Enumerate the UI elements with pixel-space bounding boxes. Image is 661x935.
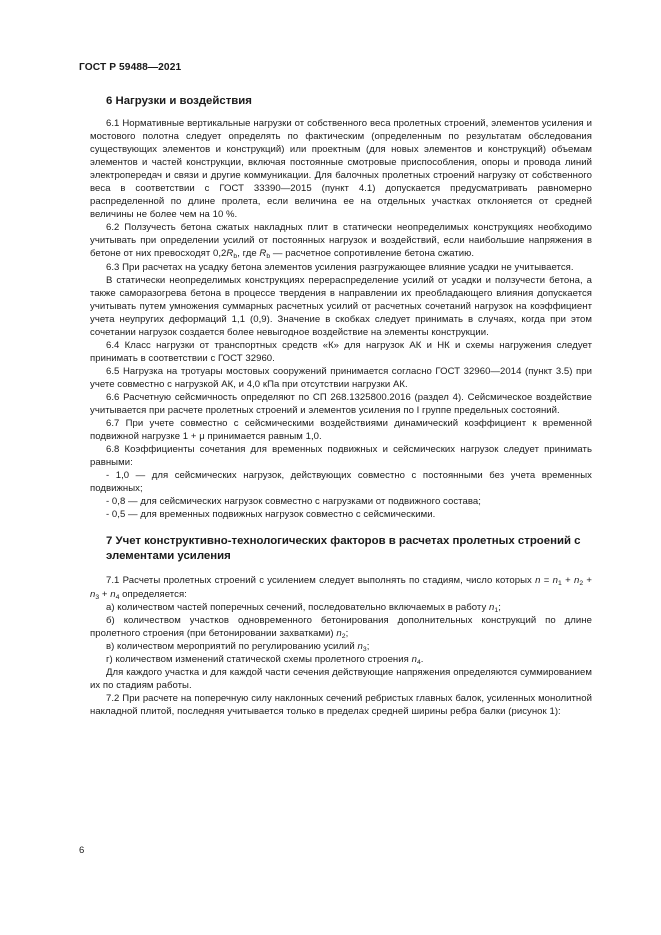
paragraph-6-2: 6.2 Ползучесть бетона сжатых накладных плит в статически неопределимых конструкциях необходимо учитывать при определении усилий от постоянных нагрузок и воздействий, если наибольшие напряжения в бетоне от них превосходят $0,2R_b$, где $R_b$ — расчетное сопротивление бетона сжатию. bbox=[90, 222, 592, 261]
paragraph-6-8: 6.8 Коэффициенты сочетания для временных подвижных и сейсмических нагрузок следует принимать равными: bbox=[90, 444, 592, 469]
list-item: а) количеством частей поперечных сечений, последовательно включаемых в работу $n_1$; bbox=[106, 601, 501, 614]
list-item: б) количеством участков одновременного бетонирования дополнительных конструкций по длине пролетного строения (при бетонировании захватками) $n_2$; bbox=[90, 614, 592, 640]
paragraph-6-5: 6.5 Нагрузка на тротуары мостовых сооружений принимается согласно ГОСТ 32960—2014 (пункт 3.5) при учете совместно с нагрузкой АК, и 4,0 кПа при отсутствии нагрузки АК. bbox=[90, 365, 592, 390]
section-7-title: 7 Учет конструктивно-технологических факторов в расчетах пролетных строений с элементами усиления bbox=[106, 535, 581, 563]
paragraph-6-1: 6.1 Нормативные вертикальные нагрузки от собственного веса пролетных строений, элементов усиления и мостового полотна следует определять по фактическим (определенным по результатам обследования существующих элементов и конструкций) или проектным (для новых элементов и конструкций) объемам элементов и частей конструкции, включая постоянные смотровые приспособления, опоры и провода линий электропередач и связи и другие коммуникации. Для балочных пролетных строений нагрузку от собственного веса в соответствии с ГОСТ 33390—2015 (пункт 4.1) допускается предусматривать равномерно распределенной по длине пролета, если величина ее на отдельных участках отклоняется от средней величины не более чем на 10 %. bbox=[90, 118, 592, 221]
list-item: в) количеством мероприятий по регулированию усилий $n_3$; bbox=[106, 640, 370, 653]
paragraph-7-2: 7.2 При расчете на поперечную силу наклонных сечений ребристых главных балок, усиленных монолитной накладной плитой, последняя учитывается только в пределах средней ширины ребра балки (рисунок 1): bbox=[90, 692, 592, 717]
list-item: - 1,0 — для сейсмических нагрузок, действующих совместно с постоянными без учета временных подвижных; bbox=[90, 470, 592, 495]
page-number: 6 bbox=[79, 845, 85, 856]
page-content bbox=[90, 94, 592, 718]
paragraph-summation: Для каждого участка и для каждой части сечения действующие напряжения определяются суммированием их по стадиям работы. bbox=[90, 666, 592, 691]
paragraph-6-3-continued: В статически неопределимых конструкциях перераспределение усилий от усадки и ползучести бетона, а также саморазогрева бетона в процессе твердения в направлении их преобладающего влияния допускается учитывать путем умножения суммарных расчетных усилий от расчетных сочетаний нагрузок на коэффициент учета неупругих деформаций 1,1 (0,9). Значение в скобках следует принимать в случаях, когда при этом сочетании нагрузок создается более невыгодное воздействие на элементы конструкции. bbox=[90, 274, 592, 338]
paragraph-7-1: 7.1 Расчеты пролетных строений с усилением следует выполнять по стадиям, число которых $n = n_1 + n_2 + n_3 + n_4$ определяется: bbox=[90, 575, 593, 601]
section-6-title: 6 Нагрузки и воздействия bbox=[106, 95, 252, 107]
paragraph-6-3: 6.3 При расчетах на усадку бетона элементов усиления разгружающее влияние усадки не учитывается. bbox=[106, 261, 574, 273]
document-code: ГОСТ Р 59488—2021 bbox=[79, 62, 182, 73]
paragraph-6-7: 6.7 При учете совместно с сейсмическими воздействиями динамический коэффициент к временной подвижной нагрузке 1 + μ принимается равным 1,0. bbox=[90, 418, 592, 443]
list-item: - 0,8 — для сейсмических нагрузок совместно с нагрузками от подвижного состава; bbox=[106, 496, 481, 508]
paragraph-6-6: 6.6 Расчетную сейсмичность определяют по СП 268.1325800.2016 (раздел 4). Сейсмическое воздействие учитывается при расчете пролетных строений и элементов усиления по I группе предельных состояний. bbox=[90, 391, 592, 417]
list-item: г) количеством изменений статической схемы пролетного строения $n_4$. bbox=[106, 653, 424, 666]
paragraph-6-4: 6.4 Класс нагрузки от транспортных средств «К» для нагрузок АК и НК и схемы нагружения следует принимать в соответствии с ГОСТ 32960. bbox=[90, 339, 592, 364]
list-item: - 0,5 — для временных подвижных нагрузок совместно с сейсмическими. bbox=[106, 509, 436, 521]
